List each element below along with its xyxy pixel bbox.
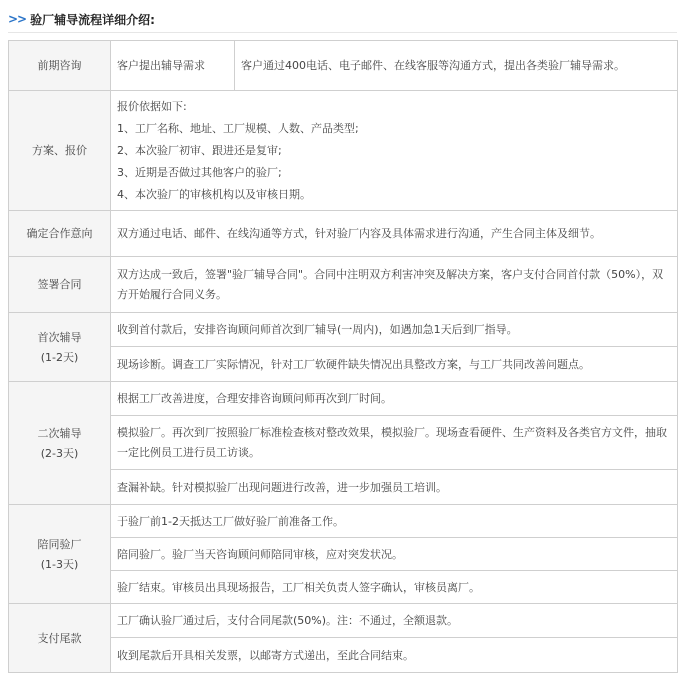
list-item: 1、工厂名称、地址、工厂规模、人数、产品类型;	[117, 121, 359, 135]
header-divider	[8, 32, 677, 33]
step-label-title: 首次辅导	[37, 330, 82, 344]
step-label-duration: (1-2天)	[40, 350, 79, 364]
detail-item: 根据工厂改善进度，合理安排咨询顾问师再次到厂时间。	[111, 382, 677, 416]
table-row	[9, 505, 678, 604]
process-table	[8, 40, 678, 673]
step-label-duration: (1-3天)	[40, 557, 79, 571]
step-label	[9, 505, 111, 604]
detail-item: 工厂确认验厂通过后，支付合同尾款(50%)。注：不通过，全额退款。	[111, 604, 677, 638]
step-label	[9, 313, 111, 382]
step-details	[111, 382, 678, 505]
step-label	[9, 382, 111, 505]
double-chevron-icon: >>	[8, 12, 27, 26]
section-header	[8, 9, 155, 29]
detail-item: 现场诊断。调查工厂实际情况，针对工厂软硬件缺失情况出具整改方案，与工厂共同改善问题点。	[117, 357, 590, 371]
detail-item: 收到尾款后开具相关发票，以邮寄方式递出，至此合同结束。	[117, 648, 414, 662]
table-row	[9, 41, 678, 91]
table-row	[9, 313, 678, 382]
step-details	[111, 604, 678, 673]
step-label: 确定合作意向	[9, 211, 111, 257]
step-description: 客户通过400电话、电子邮件、在线客服等沟通方式，提出各类验厂辅导需求。	[235, 41, 678, 91]
detail-item: 查漏补缺。针对模拟验厂出现问题进行改善，进一步加强员工培训。	[117, 480, 447, 494]
table-row	[9, 604, 678, 673]
step-label-duration: (2-3天)	[40, 446, 79, 460]
step-details	[111, 505, 678, 604]
step-label-title: 陪同验厂	[37, 537, 82, 551]
detail-item: 于验厂前1-2天抵达工厂做好验厂前准备工作。	[111, 505, 677, 538]
detail-item: 收到首付款后，安排咨询顾问师首次到厂辅导(一周内)，如遇加急1天后到厂指导。	[111, 313, 677, 347]
step-label: 支付尾款	[9, 604, 111, 673]
step-details	[111, 313, 678, 382]
table-row	[9, 257, 678, 313]
step-description: 双方达成一致后，签署"验厂辅导合同"。合同中注明双方利害冲突及解决方案，客户支付合同首付款（50%），双方开始履行合同义务。	[111, 257, 678, 313]
detail-item: 验厂结束。审核员出具现场报告，工厂相关负责人签字确认，审核员离厂。	[117, 580, 480, 594]
list-item: 4、本次验厂的审核机构以及审核日期。	[117, 187, 311, 201]
section-title: 验厂辅导流程详细介绍:	[30, 12, 155, 27]
step-label: 前期咨询	[9, 41, 111, 91]
step-description: 双方通过电话、邮件、在线沟通等方式，针对验厂内容及具体需求进行沟通，产生合同主体及细节。	[111, 211, 678, 257]
list-item: 3、近期是否做过其他客户的验厂;	[117, 165, 282, 179]
step-label: 方案、报价	[9, 91, 111, 211]
list-item: 2、本次验厂初审、跟进还是复审;	[117, 143, 282, 157]
table-row	[9, 382, 678, 505]
step-label: 签署合同	[9, 257, 111, 313]
step-description	[111, 91, 678, 211]
step-label-title: 二次辅导	[37, 426, 82, 440]
table-row	[9, 91, 678, 211]
step-summary: 客户提出辅导需求	[111, 41, 235, 91]
detail-item: 陪同验厂。验厂当天咨询顾问师陪同审核，应对突发状况。	[111, 538, 677, 571]
detail-item: 模拟验厂。再次到厂按照验厂标准检查核对整改效果，模拟验厂。现场查看硬件、生产资料及各类官方文件，抽取一定比例员工进行员工访谈。	[111, 416, 677, 470]
quote-basis-heading: 报价依据如下:	[117, 99, 187, 113]
table-row	[9, 211, 678, 257]
